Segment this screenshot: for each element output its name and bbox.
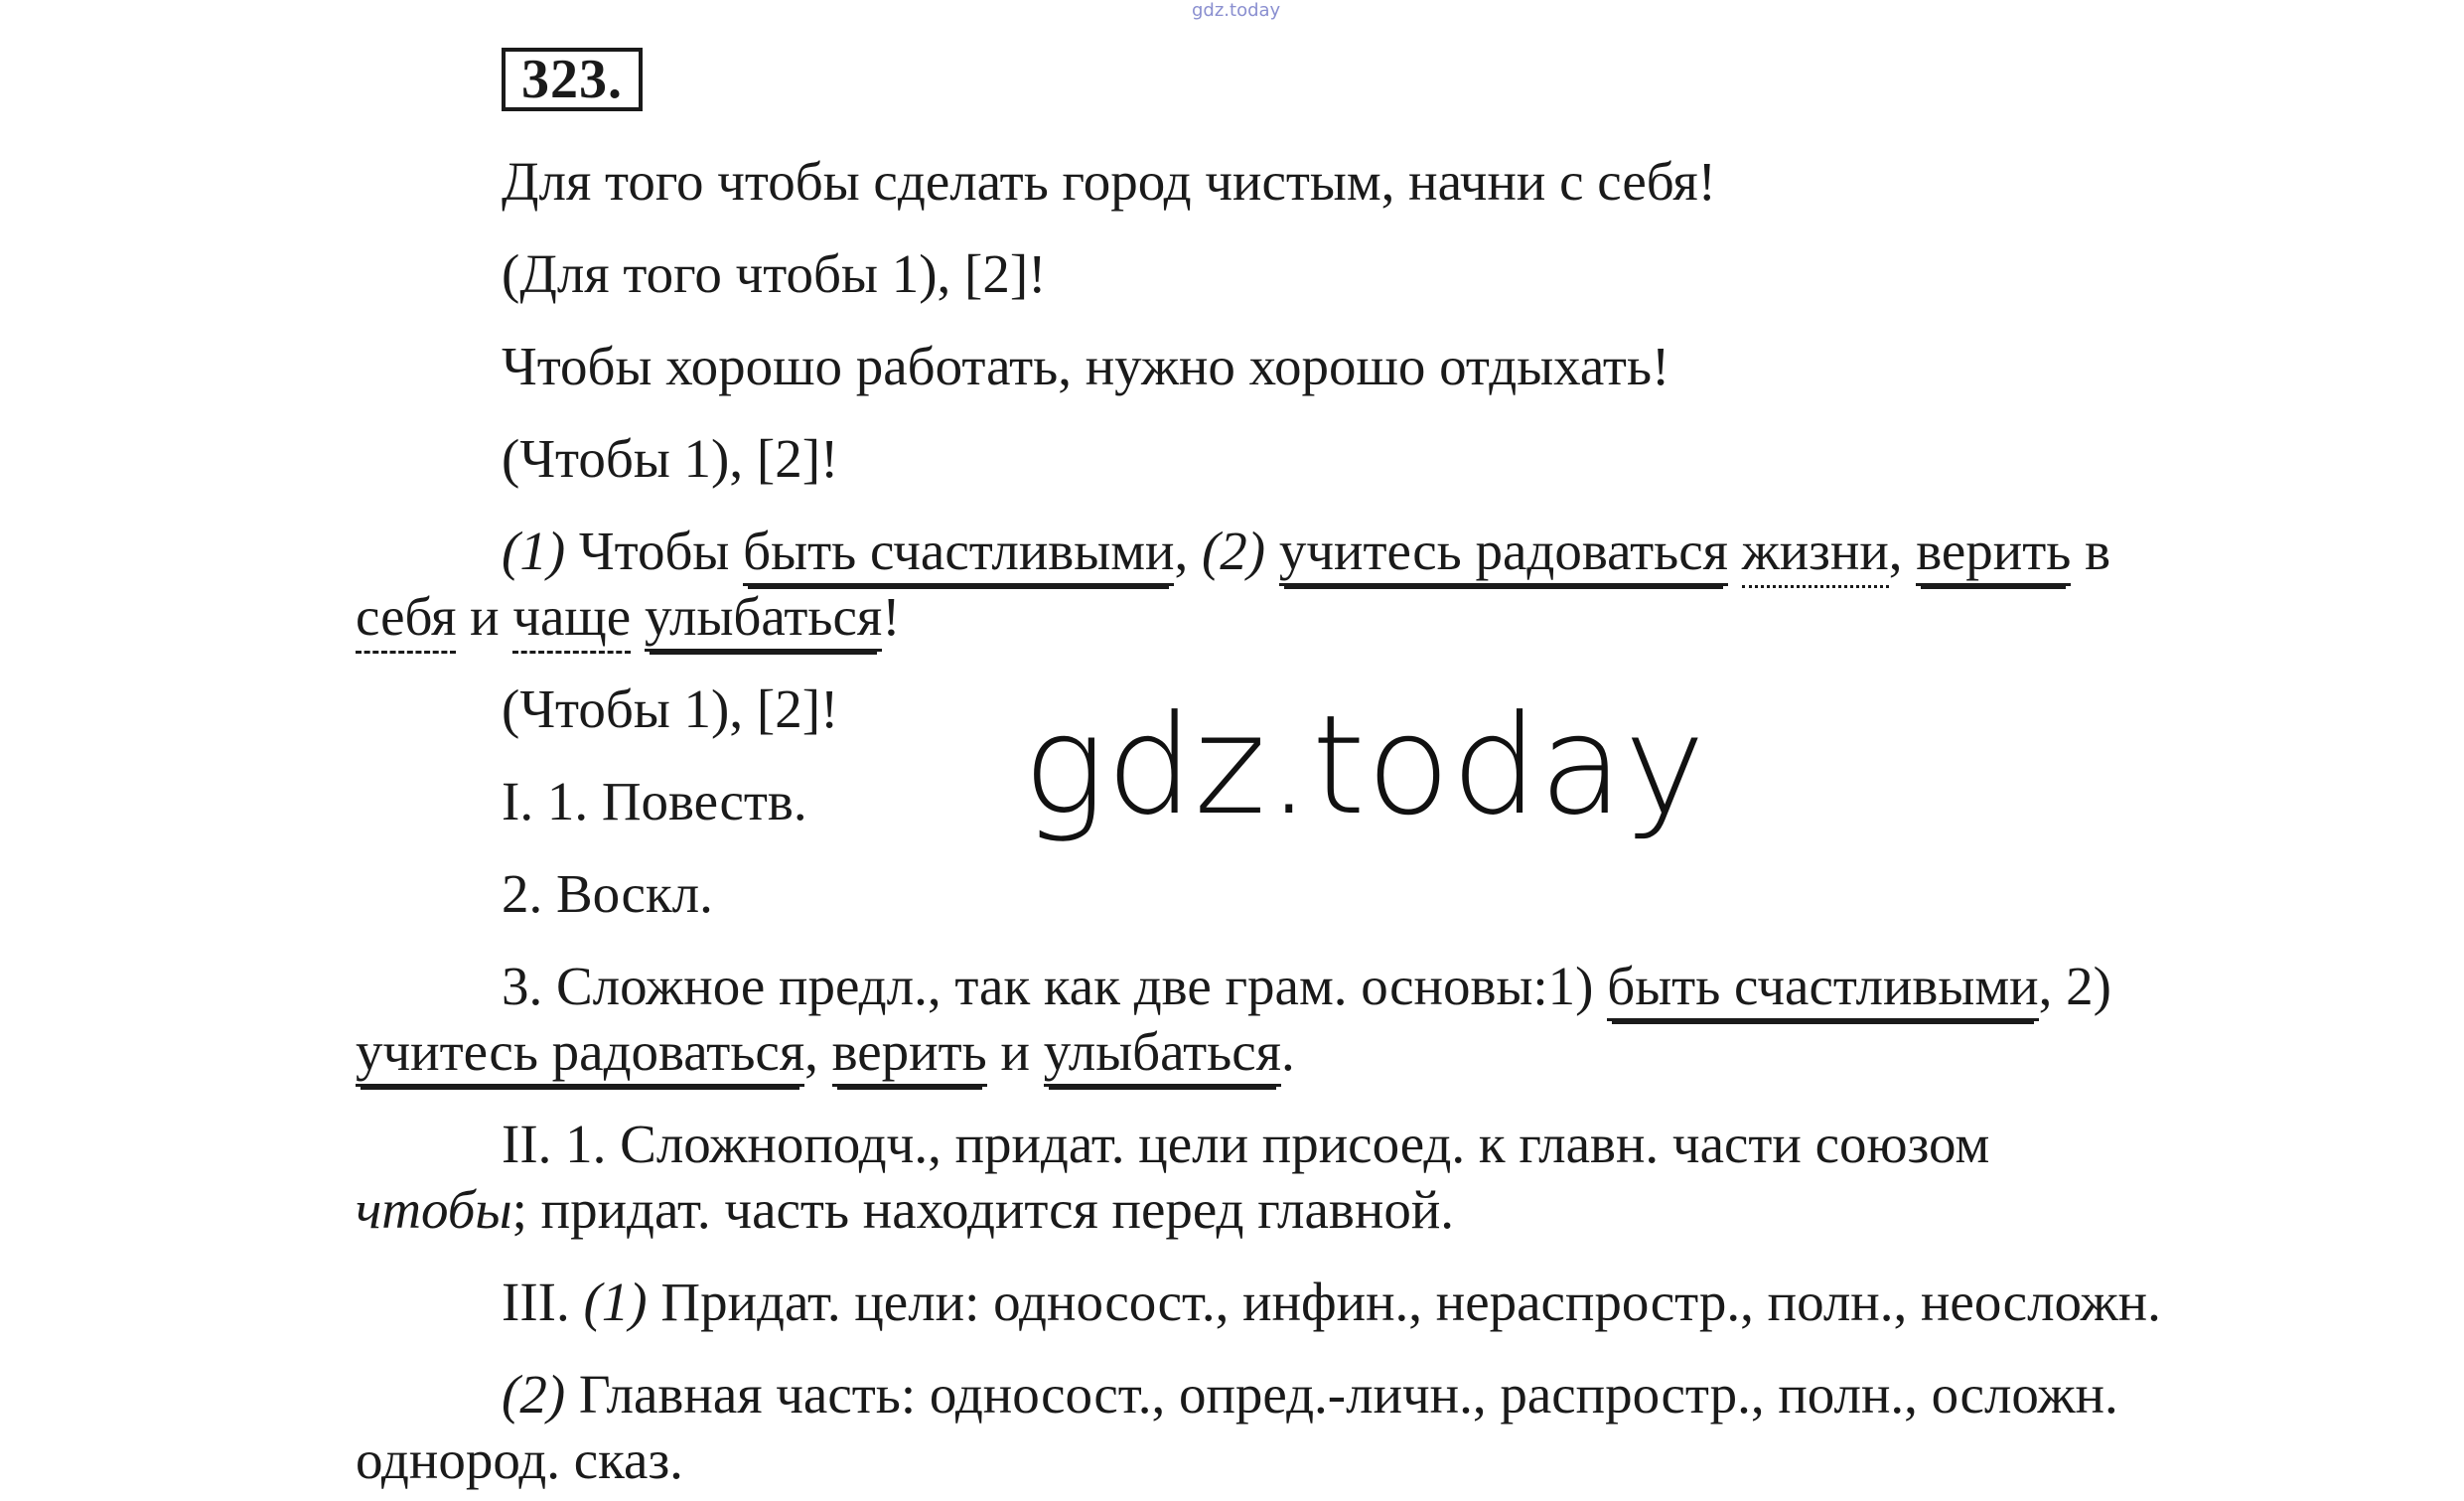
text (1728, 521, 1742, 581)
analysis-ii-line-2 (356, 1177, 1454, 1243)
analysis-i-2: 2. Воскл. (502, 863, 713, 924)
scheme-1: (Для того чтобы 1), [2]! (502, 243, 1047, 304)
text: Чтобы (565, 521, 744, 581)
adverbial-underlined: чаще (512, 586, 631, 654)
text: , (1888, 521, 1917, 581)
watermark-logo: gdz.today (1023, 685, 1707, 845)
predicate-underlined: учитесь радоваться (1279, 521, 1728, 586)
part-marker: (2) (502, 1364, 566, 1425)
analysis-i-1: I. 1. Повеств. (502, 771, 807, 831)
text: ; придат. часть находится перед главной. (511, 1179, 1455, 1240)
sentence-2: Чтобы хорошо работать, нужно хорошо отдыхать! (502, 336, 1670, 396)
text: Придат. цели: односост., инфин., нераспростр., полн., неосложн. (647, 1272, 2161, 1332)
object-underlined: себя (356, 586, 456, 654)
part-marker: (1) (583, 1272, 648, 1332)
analysis-iii-2-line-2: однород. сказ. (356, 1429, 683, 1490)
text: 3. Сложное предл., так как две грам. основы:1) (502, 956, 1608, 1016)
sentence-3-line-2 (356, 584, 901, 650)
text: , (1174, 521, 1202, 581)
sentence-1: Для того чтобы сделать город чистым, начни с себя! (502, 151, 1716, 212)
text: III. (502, 1272, 584, 1332)
object-underlined: жизни (1742, 521, 1889, 588)
part-marker: (1) (502, 521, 566, 581)
analysis-ii-line-1: II. 1. Сложноподч., придат. цели присоед. к главн. части союзом (502, 1114, 1990, 1174)
text: Главная часть: односост., опред.-личн., распростр., полн., осложн. (565, 1364, 2118, 1425)
text: в (2071, 521, 2111, 581)
text (631, 586, 645, 647)
scheme-2: (Чтобы 1), [2]! (502, 428, 839, 489)
text: и (986, 1021, 1044, 1082)
predicate-underlined: верить (1916, 521, 2071, 586)
predicate-underlined: учитесь радоваться (356, 1021, 804, 1087)
analysis-i-3-line-2 (356, 1019, 1295, 1085)
text: , (804, 1021, 832, 1082)
scheme-3: (Чтобы 1), [2]! (502, 678, 839, 739)
predicate-underlined: улыбаться (645, 586, 882, 652)
predicate-underlined: верить (832, 1021, 987, 1087)
predicate-underlined: быть счастливыми (1607, 956, 2038, 1021)
site-mark: gdz.today (1192, 0, 1281, 21)
text: и (456, 586, 513, 647)
text: , 2) (2038, 956, 2111, 1016)
analysis-iii-1 (502, 1270, 2161, 1335)
predicate-underlined: улыбаться (1044, 1021, 1281, 1087)
sentence-3-line-1 (502, 519, 2110, 584)
text: . (1280, 1021, 1295, 1082)
predicate-underlined: быть счастливыми (743, 521, 1174, 586)
text: ! (882, 586, 901, 647)
conjunction-italic: чтобы (356, 1179, 512, 1240)
analysis-iii-2-line-1 (502, 1362, 2118, 1427)
exercise-number: 323. (502, 48, 643, 111)
analysis-i-3-line-1 (502, 954, 2111, 1019)
text (1265, 521, 1279, 581)
part-marker: (2) (1201, 521, 1266, 581)
